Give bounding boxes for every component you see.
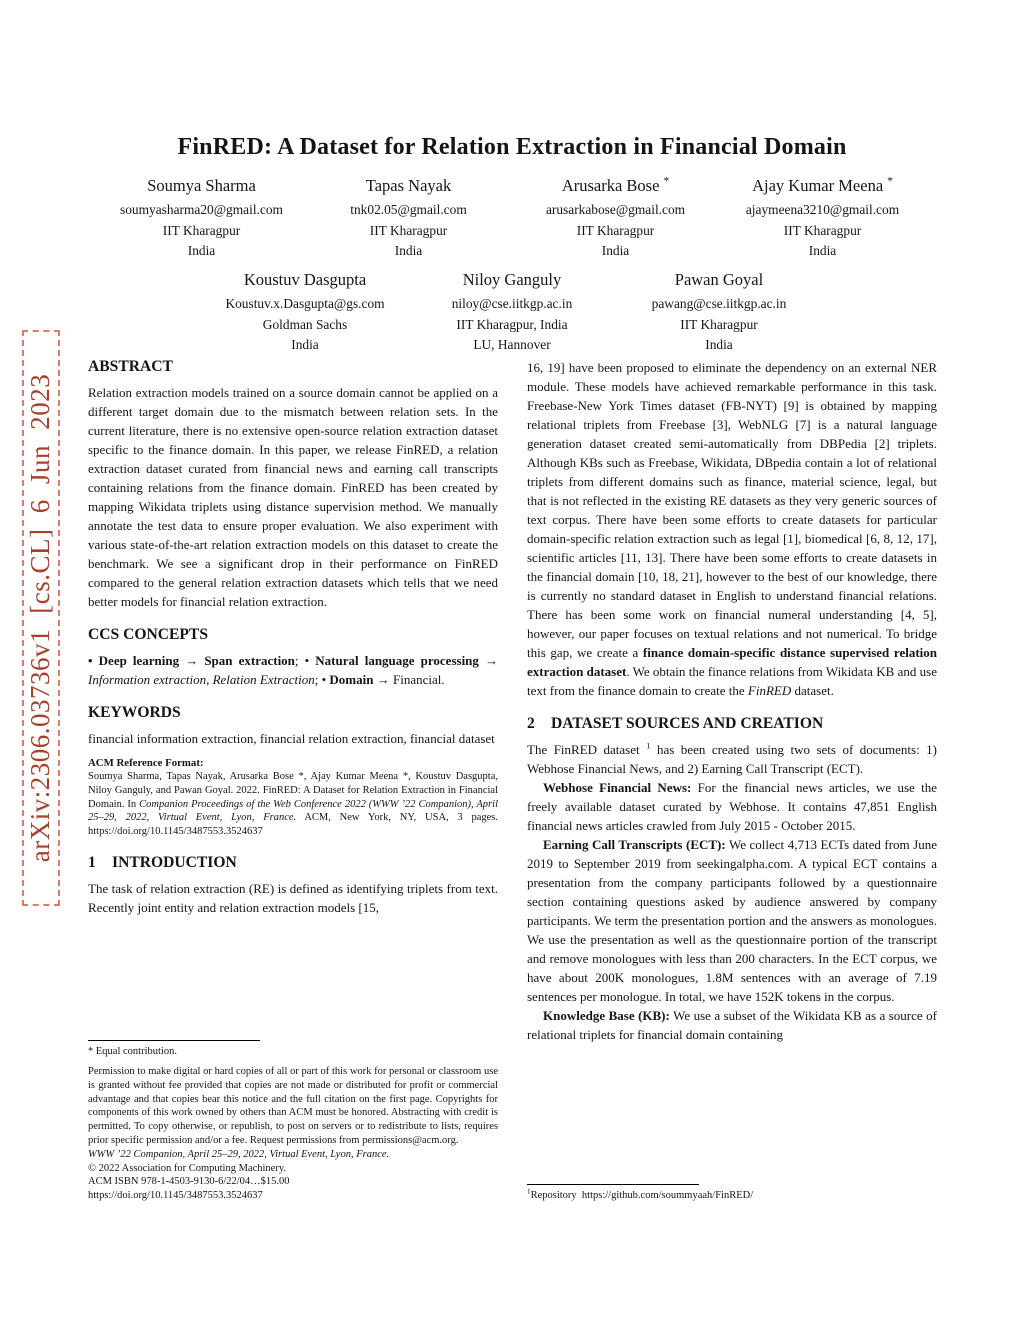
footnote-rule (527, 1184, 699, 1185)
acm-ref-text (88, 770, 498, 839)
authors-row-1 (0, 176, 1024, 262)
repository-link[interactable]: https://github.com/soummyaah/FinRED/ (581, 1190, 754, 1202)
acm-ref-authors: Soumya Sharma, Tapas Nayak, Arusarka Bose *, Ajay Kumar Meena *, Koustuv Dasgupta, Niloy Ganguly, and Pawan Goyal. 2022. FinRED: A Dataset for Relation Extraction in Financial Domain. In (88, 771, 498, 810)
acm-ref-tail: ACM, New York, NY, USA, 3 pages. https://doi.org/10.1145/3487553.3524637 (88, 812, 498, 838)
author-name-text: Soumya Sharma (147, 176, 256, 195)
left-column (88, 358, 498, 1203)
intro-cont-text: . We obtain the finance relations from Wikidata KB and use text from the finance domain to create the (527, 664, 937, 698)
doi-line (88, 1189, 498, 1203)
ect-lead: Earning Call Transcripts (ECT): (543, 837, 726, 852)
footnote-ref-1[interactable]: 1 (646, 740, 651, 751)
author-affiliation: IIT Kharagpur (680, 316, 758, 332)
venue-line: WWW ’22 Companion, April 25–29, 2022, Virtual Event, Lyon, France. (88, 1148, 390, 1160)
author-name: Koustuv Dasgupta (243, 270, 367, 289)
author-name-text: Arusarka Bose (561, 176, 660, 195)
equal-contribution-note: * Equal contribution. (88, 1046, 177, 1058)
author-country: India (808, 243, 837, 258)
section2-p1-text: has been created using two sets of documents: 1) Webhose Financial News, and 2) Earning Call Transcript (ECT). (527, 742, 937, 776)
author-email: soumyasharma20@gmail.com (120, 202, 283, 217)
intro-paragraph: The task of relation extraction (RE) is defined as identifying triplets from text. Recently joint entity and relation extraction models [15, (88, 880, 498, 915)
keywords-heading: KEYWORDS (88, 704, 181, 721)
intro-cont-bold: finance domain-specific distance supervised relation extraction dataset (527, 645, 938, 679)
author-affiliation-2: LU, Hannover (473, 337, 551, 352)
author-card (409, 270, 616, 356)
author-country: India (291, 337, 319, 352)
ccs-arrow: → (478, 653, 498, 668)
ccs-sep: ; • (314, 672, 330, 687)
author-affiliation: IIT Kharagpur (783, 222, 862, 238)
section-2-heading (527, 715, 937, 733)
ccs-concept-3: Domain (329, 672, 374, 687)
author-email: pawang@cse.iitkgp.ac.in (651, 296, 787, 311)
author-email: ajaymeena3210@gmail.com (745, 202, 900, 217)
author-name (512, 176, 719, 196)
paper-title: FinRED: A Dataset for Relation Extraction in Financial Domain (177, 134, 847, 160)
ccs-concept-2: Natural language processing (315, 653, 479, 668)
author-card (98, 176, 305, 262)
section-1-heading (88, 854, 498, 872)
ccs-sep: ; • (294, 653, 316, 668)
webhose-lead: Webhose Financial News: (543, 780, 692, 795)
section-number: 2 (527, 715, 535, 732)
author-affiliation: IIT Kharagpur (576, 222, 655, 238)
author-mark: * (887, 175, 893, 188)
author-affiliation: IIT Kharagpur (162, 222, 241, 238)
section-title: INTRODUCTION (112, 853, 237, 871)
author-country: India (187, 243, 216, 258)
intro-continued-paragraph (527, 358, 937, 700)
author-affiliation: IIT Kharagpur, India (456, 316, 568, 332)
kb-text: We use a subset of the Wikidata KB as a source of relational triplets for financial domain containing (527, 1008, 937, 1042)
ccs-leaf-2: Information extraction, Relation Extraction (88, 672, 315, 687)
right-footnote-block (527, 1184, 937, 1203)
repository-footnote (527, 1189, 937, 1203)
doi-link[interactable]: https://doi.org/10.1145/3487553.3524637 (88, 1190, 263, 1202)
author-affiliation: IIT Kharagpur (369, 222, 448, 238)
webhose-text: For the financial news articles, we use the freely available dataset curated by Webhose. It contains 47,851 English financial news articles crawled from July 2015 - October 2015. (527, 780, 937, 833)
author-card (512, 176, 719, 262)
author-mark: * (663, 175, 670, 188)
author-country: India (394, 243, 423, 258)
author-name (719, 176, 926, 196)
intro-cont-text: dataset. (791, 683, 834, 698)
author-name (305, 176, 512, 196)
author-name-text: Tapas Nayak (365, 176, 452, 195)
author-email: niloy@cse.iitkgp.ac.in (451, 296, 573, 311)
author-name-text: Ajay Kumar Meena (752, 176, 884, 195)
author-card (719, 176, 926, 262)
author-name: Niloy Ganguly (462, 270, 562, 289)
intro-cont-text: 16, 19] have been proposed to eliminate the dependency on an external NER module. These models have achieved remarkable performance in this task. Freebase-New York Times dataset (FB-NYT) [9] is obtained by mapping relational triplets from Freebase [3], WebNLG [7] is a natural language generation dataset created semi-automatically from DBPedia [2] triplets. Although KBs such as Freebase, Wikidata, DBpedia contain a lot of relational triplets from different domains such as finance, material science, legal, but that is not reflected in the existing RE datasets as they very generic sources of text corpus. There have been some efforts to create datasets for particular domain-specific relation extraction such as legal [1], biomedical [6, 8, 12, 17], scientific articles [11, 13]. There have been some efforts to create datasets in the financial domain [10, 18, 21], however to the best of our knowledge, there is currently no standard dataset in English to understand financial relations. There has been some work on financial numeral understanding [4, 5], however, our paper focuses on textual relations and not numerical. To bridge this gap, we create a (527, 360, 937, 660)
author-name (98, 176, 305, 196)
webhose-paragraph (527, 778, 937, 835)
ccs-text (88, 651, 498, 689)
right-column (527, 358, 937, 1203)
author-name: Pawan Goyal (674, 270, 764, 289)
copyright-line: © 2022 Association for Computing Machinery. (88, 1162, 287, 1174)
acm-ref-venue: Companion Proceedings of the Web Conference 2022 (WWW ’22 Companion), April 25–29, 2022, Virtual Event, Lyon, France. (88, 798, 498, 824)
ccs-bullet: • (88, 653, 99, 668)
section2-p1-text: The FinRED dataset (527, 742, 647, 757)
author-card (202, 270, 409, 356)
abstract-heading: ABSTRACT (88, 358, 173, 375)
abstract-text: Relation extraction models trained on a source domain cannot be applied on a different target domain due to the mismatch between relation sets. In the current literature, there is no extensive open-source relation extraction dataset specific to the finance domain. In this paper, we release FinRED, a relation extraction dataset curated from financial news and earning call transcripts containing relations from the finance domain. FinRED has been created by mapping Wikidata triplets using distance supervision method. We manually annotate the test data to ensure proper evaluation. We also experiment with various state-of-the-art relation extraction models on this dataset to create the benchmark. We see a significant drop in their performance on FinRED compared to the general relation extraction datasets which tells that we need better models for financial relation extraction. (88, 385, 498, 609)
ect-paragraph (527, 835, 937, 1006)
repository-label: Repository (530, 1190, 577, 1202)
author-country: India (601, 243, 630, 258)
author-email: tnk02.05@gmail.com (350, 202, 467, 217)
author-affiliation: Goldman Sachs (262, 316, 348, 332)
keywords-text: financial information extraction, financial relation extraction, financial dataset (88, 731, 495, 746)
footnote-rule (88, 1040, 260, 1041)
author-email: Koustuv.x.Dasgupta@gs.com (225, 296, 385, 311)
arxiv-watermark-text: arXiv:2306.03736v1 [cs.CL] 6 Jun 2023 (22, 330, 60, 906)
ccs-concept-1: Deep learning → Span extraction (98, 653, 295, 668)
kb-paragraph (527, 1006, 937, 1044)
section-title: DATASET SOURCES AND CREATION (551, 715, 824, 732)
dataset-name-italic: FinRED (747, 683, 792, 698)
author-country: India (705, 337, 733, 352)
permission-notice: Permission to make digital or hard copies of all or part of this work for personal or classroom use is granted without fee provided that copies are not made or distributed for profit or commercial advantage and that copies bear this notice and the full citation on the first page. Copyrights for components of this work owned by others than ACM must be honored. Abstracting with credit is permitted. To copy otherwise, or republish, to post on servers or to redistribute to lists, requires prior specific permission and/or a fee. Request permissions from permissions@acm.org. (88, 1066, 498, 1147)
ccs-heading: CCS CONCEPTS (88, 626, 209, 643)
isbn-line: ACM ISBN 978-1-4503-9130-6/22/04…$15.00 (88, 1176, 290, 1188)
section-number: 1 (88, 853, 96, 871)
footnote-marker-1: 1 (527, 1187, 531, 1196)
author-card (616, 270, 823, 356)
authors-row-2 (0, 270, 1024, 356)
section2-paragraph-1 (527, 740, 937, 778)
author-card (305, 176, 512, 262)
author-email: arusarkabose@gmail.com (545, 202, 686, 217)
left-footnote-block (88, 1040, 498, 1203)
acm-ref-heading: ACM Reference Format: (88, 757, 204, 769)
ccs-leaf-3: → Financial. (373, 672, 445, 687)
kb-lead: Knowledge Base (KB): (543, 1008, 670, 1023)
ect-text: We collect 4,713 ECTs dated from June 2019 to September 2019 from seekingalpha.com. A typical ECT contains a presentation from the company participants followed by a questionnaire section containing questions asked by audience answered by company participants. We term the presentation portion and the answers as monologues. We use the presentation as well as the questionnaire portion of the transcript and remove monologues with less than 200 characters. In the ECT corpus, we have about 200K monologues, 1.8M sentences with an average of 7.19 sentences per monologue. In total, we have 152K tokens in the corpus. (527, 837, 937, 1004)
